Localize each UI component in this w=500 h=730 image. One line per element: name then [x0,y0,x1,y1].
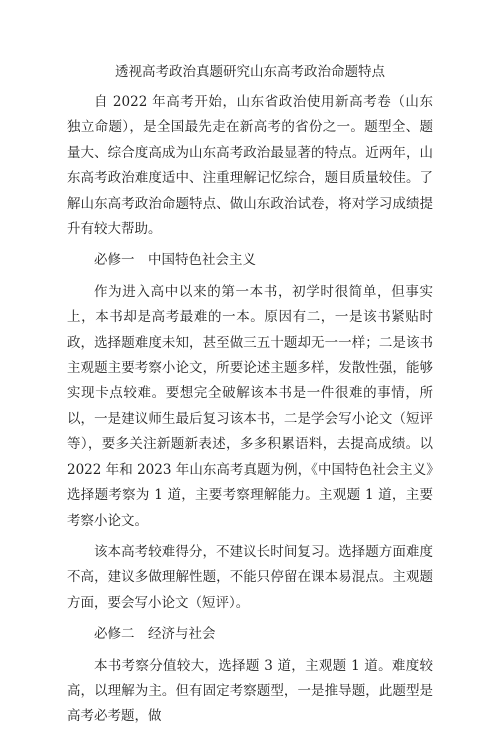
compulsory-one-paragraph: 作为进入高中以来的第一本书，初学时很简单，但事实上，本书却是高考最难的一本。原因有二，一是该书紧贴时政，选择题难度未知，甚至做三五十题却无一一样；二是该书主观题主要考察小论文，所要论述主题多样，发散性强，能够实现卡点较难。要想完全破解该本书是一件很难的事情，所以，一是建议师生最后复习该本书，二是学会写小论文（短评等），要多关注新题新表述，多多积累语料，去提高成绩。以 2022 年和 2023 年山东高考真题为例，《中国特色社会主义》选择题考察为 1 道，主要考察理解能力。主观题 1 道，主要考察小论文。 [67,283,433,529]
compulsory-two-paragraph: 本书考察分值较大，选择题 3 道，主观题 1 道。难度较高，以理解为主。但有固定考察题型，一是推导题，此题型是高考必考题，做 [67,657,433,725]
section-heading-compulsory-one: 必修一 中国特色社会主义 [94,252,256,269]
compulsory-one-advice-paragraph: 该本高考较难得分，不建议长时间复习。选择题方面难度不高，建议多做理解性题，不能只停留在课本易混点。主观题方面，要会写小论文（短评）。 [67,543,433,611]
document-title: 透视高考政治真题研究山东高考政治命题特点 [115,64,385,80]
section-heading-compulsory-two: 必修二 经济与社会 [94,626,216,643]
intro-paragraph: 自 2022 年高考开始，山东省政治使用新高考卷（山东独立命题），是全国最先走在新高考的省份之一。题型全、题量大、综合度高成为山东高考政治最显著的特点。近两年，山东高考政治难度适中、注重理解记忆综合，题目质量较佳。了解山东高考政治命题特点、做山东政治试卷，将对学习成绩提升有较大帮助。 [67,94,433,238]
